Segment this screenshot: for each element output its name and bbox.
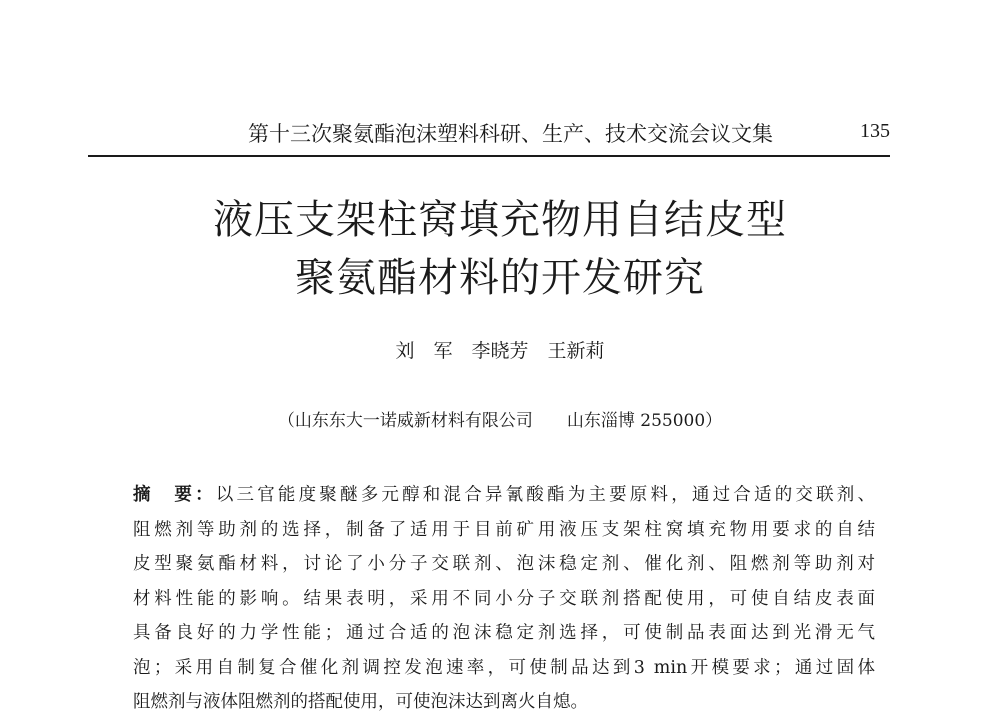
abstract-line: 泡；采用自制复合催化剂调控发泡速率，可使制品达到3 min开模要求；通过固体 xyxy=(133,657,875,678)
header-rule xyxy=(88,155,890,157)
running-header xyxy=(88,118,890,152)
abstract-line: 阻燃剂等助剂的选择，制备了适用于目前矿用液压支架柱窝填充物用要求的自结 xyxy=(133,519,875,540)
abstract-line xyxy=(133,478,875,513)
abstract-line: 皮型聚氨酯材料，讨论了小分子交联剂、泡沫稳定剂、催化剂、阻燃剂等助剂对 xyxy=(133,554,875,574)
paper-title-line-2: 聚氨酯材料的开发研究 xyxy=(295,255,705,301)
authors: 刘 军 李晓芳 王新莉 xyxy=(395,340,605,362)
abstract-line: 阻燃剂与液体阻燃剂的搭配使用，可使泡沫达到离火自熄。 xyxy=(133,692,588,712)
abstract-line: 具备良好的力学性能；通过合适的泡沫稳定剂选择，可使制品表面达到光滑无气 xyxy=(133,623,875,643)
paper-title-line-1: 液压支架柱窝填充物用自结皮型 xyxy=(213,197,787,243)
affiliation: （山东东大一诺威新材料有限公司 山东淄博 255000） xyxy=(277,411,723,431)
running-title: 第十三次聚氨酯泡沫塑料科研、生产、技术交流会议文集 xyxy=(248,122,773,146)
abstract-text: 以三官能度聚醚多元醇和混合异氰酸酯为主要原料，通过合适的交联剂、 xyxy=(215,485,875,505)
abstract-label: 摘 要： xyxy=(133,485,216,505)
abstract xyxy=(133,478,875,720)
abstract-line: 材料性能的影响。结果表明，采用不同小分子交联剂搭配使用，可使自结皮表面 xyxy=(133,588,875,609)
page-number: 135 xyxy=(860,120,890,142)
